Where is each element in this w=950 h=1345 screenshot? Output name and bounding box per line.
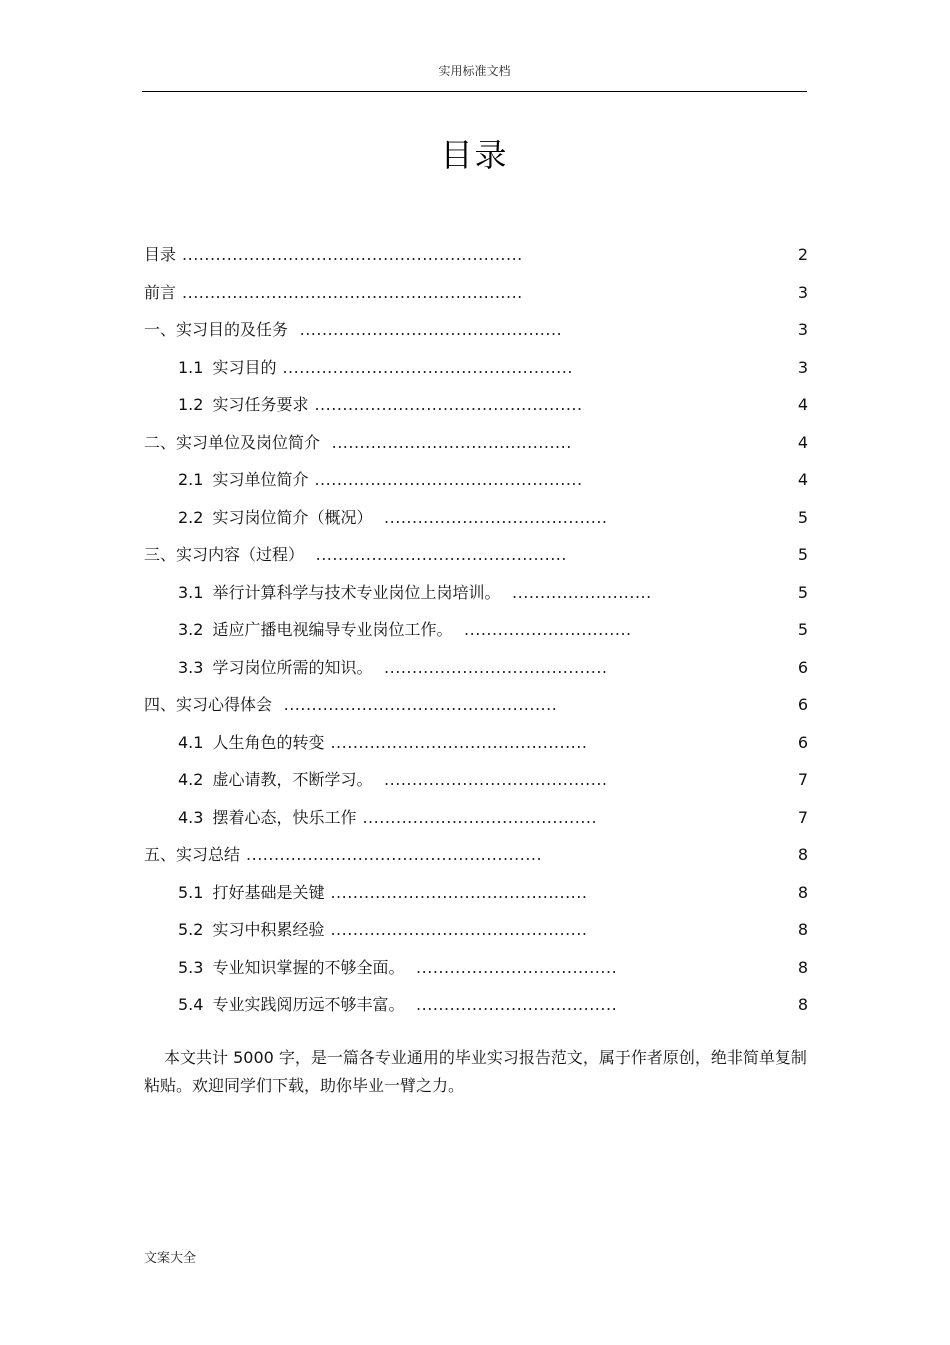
toc-entry-label: 三、实习内容（过程） xyxy=(144,545,305,564)
toc-entry-page-number: 5 xyxy=(797,582,808,602)
toc-dot-leader: .............................................. xyxy=(330,732,588,752)
table-of-contents xyxy=(144,236,808,1024)
toc-entry-page-number: 4 xyxy=(797,395,808,414)
toc-dot-leader: .................................................... xyxy=(282,357,573,377)
toc-entry-number: 5.1 xyxy=(178,882,204,902)
toc-entry-label: 目录 xyxy=(144,245,177,264)
toc-entry[interactable] xyxy=(144,236,808,274)
toc-entry-number: 1.2 xyxy=(178,395,204,414)
toc-entry[interactable] xyxy=(144,949,808,987)
toc-dot-leader: ............................................... xyxy=(294,320,563,339)
toc-dot-leader: .................................... xyxy=(410,995,618,1014)
toc-entry-page-number: 2 xyxy=(797,245,808,264)
toc-entry-page-number: 7 xyxy=(797,807,808,827)
toc-entry-number: 3.1 xyxy=(178,582,204,602)
toc-dot-leader: .............................................. xyxy=(330,882,588,902)
toc-entry-number: 4.1 xyxy=(178,732,204,752)
toc-entry-page-number: 6 xyxy=(797,695,808,714)
toc-entry-label: 适应广播电视编导专业岗位工作。 xyxy=(212,620,453,639)
toc-entry-label: 虚心请教，不断学习。 xyxy=(212,770,373,789)
toc-entry-page-number: 8 xyxy=(797,845,808,864)
toc-entry[interactable] xyxy=(144,386,808,424)
toc-entry[interactable] xyxy=(144,311,808,349)
toc-entry[interactable] xyxy=(144,761,808,799)
toc-dot-leader: ............................................................. xyxy=(182,245,523,264)
toc-dot-leader: ......................... xyxy=(506,582,652,602)
toc-entry-page-number: 8 xyxy=(797,920,808,939)
toc-entry-label: 实习任务要求 xyxy=(212,395,309,414)
toc-entry-label: 专业知识掌握的不够全面。 xyxy=(212,957,405,977)
toc-entry-number: 3.2 xyxy=(178,620,204,639)
toc-entry-number: 2.2 xyxy=(178,507,204,527)
toc-entry-number: 1.1 xyxy=(178,357,204,377)
toc-entry[interactable] xyxy=(144,986,808,1024)
toc-entry-label: 举行计算科学与技术专业岗位上岗培训。 xyxy=(212,582,501,602)
toc-entry-label: 四、实习心得体会 xyxy=(144,695,273,714)
toc-entry-label: 打好基础是关键 xyxy=(212,882,325,902)
toc-entry[interactable] xyxy=(144,424,808,462)
toc-entry[interactable] xyxy=(144,649,808,687)
toc-dot-leader: ........................................ xyxy=(378,507,608,527)
toc-dot-leader: .................................... xyxy=(410,957,618,977)
toc-entry-label: 实习目的 xyxy=(212,357,277,377)
toc-entry-page-number: 3 xyxy=(797,282,808,302)
toc-entry-page-number: 4 xyxy=(797,470,808,489)
toc-entry-label: 人生角色的转变 xyxy=(212,732,325,752)
toc-entry-page-number: 3 xyxy=(797,357,808,377)
toc-entry[interactable] xyxy=(144,536,808,574)
toc-entry-number: 2.1 xyxy=(178,470,204,489)
toc-entry[interactable] xyxy=(144,724,808,762)
toc-entry-number: 4.2 xyxy=(178,770,204,789)
toc-entry-number: 5.4 xyxy=(178,995,204,1014)
toc-entry-label: 实习单位简介 xyxy=(212,470,309,489)
page-title: 目录 xyxy=(440,136,509,174)
toc-entry-label: 实习中积累经验 xyxy=(212,920,325,939)
toc-entry-number: 5.2 xyxy=(178,920,204,939)
toc-dot-leader: .............................. xyxy=(458,620,632,639)
toc-entry[interactable] xyxy=(144,611,808,649)
toc-dot-leader: ........................................ xyxy=(378,770,608,789)
toc-entry-number: 3.3 xyxy=(178,657,204,677)
toc-entry-page-number: 3 xyxy=(797,320,808,339)
toc-entry-page-number: 6 xyxy=(797,657,808,677)
toc-entry-page-number: 6 xyxy=(797,732,808,752)
toc-entry-page-number: 8 xyxy=(797,995,808,1014)
summary-paragraph: 本文共计 5000 字，是一篇各专业通用的毕业实习报告范文，属于作者原创，绝非简单复制粘贴。欢迎同学们下载，助你毕业一臂之力。 xyxy=(144,1048,807,1095)
toc-dot-leader: ................................................ xyxy=(314,470,583,489)
toc-dot-leader: ................................................. xyxy=(278,695,558,714)
toc-entry[interactable] xyxy=(144,686,808,724)
toc-entry[interactable] xyxy=(144,499,808,537)
toc-entry[interactable] xyxy=(144,274,808,312)
toc-dot-leader: ..................................................... xyxy=(246,845,543,864)
toc-entry[interactable] xyxy=(144,349,808,387)
toc-entry-page-number: 4 xyxy=(797,432,808,452)
page-header: 实用标准文档 xyxy=(438,64,511,78)
toc-entry[interactable] xyxy=(144,799,808,837)
toc-entry[interactable] xyxy=(144,574,808,612)
toc-entry-label: 一、实习目的及任务 xyxy=(144,320,289,339)
toc-entry[interactable] xyxy=(144,836,808,874)
toc-entry[interactable] xyxy=(144,874,808,912)
toc-entry-page-number: 5 xyxy=(797,545,808,564)
toc-dot-leader: .............................................. xyxy=(330,920,588,939)
toc-entry-number: 4.3 xyxy=(178,807,204,827)
toc-dot-leader: ........................................ xyxy=(378,657,608,677)
toc-entry[interactable] xyxy=(144,461,808,499)
toc-dot-leader: ................................................ xyxy=(314,395,583,414)
toc-dot-leader: ............................................................. xyxy=(182,282,523,302)
toc-entry-label: 学习岗位所需的知识。 xyxy=(212,657,373,677)
toc-entry-page-number: 7 xyxy=(797,770,808,789)
toc-dot-leader: .......................................... xyxy=(362,807,598,827)
toc-entry-label: 五、实习总结 xyxy=(144,845,241,864)
toc-entry[interactable] xyxy=(144,911,808,949)
toc-entry-number: 5.3 xyxy=(178,957,204,977)
toc-entry-label: 专业实践阅历远不够丰富。 xyxy=(212,995,405,1014)
toc-entry-page-number: 8 xyxy=(797,957,808,977)
toc-dot-leader: ............................................. xyxy=(310,545,567,564)
toc-dot-leader: ........................................... xyxy=(326,432,572,452)
toc-entry-page-number: 5 xyxy=(797,507,808,527)
header-divider xyxy=(142,91,807,92)
page-footer: 文案大全 xyxy=(144,1251,197,1266)
toc-entry-page-number: 5 xyxy=(797,620,808,639)
toc-entry-page-number: 8 xyxy=(797,882,808,902)
toc-entry-label: 前言 xyxy=(144,282,177,302)
toc-entry-label: 摆着心态，快乐工作 xyxy=(212,807,357,827)
toc-entry-label: 二、实习单位及岗位简介 xyxy=(144,432,321,452)
toc-entry-label: 实习岗位简介（概况） xyxy=(212,507,373,527)
